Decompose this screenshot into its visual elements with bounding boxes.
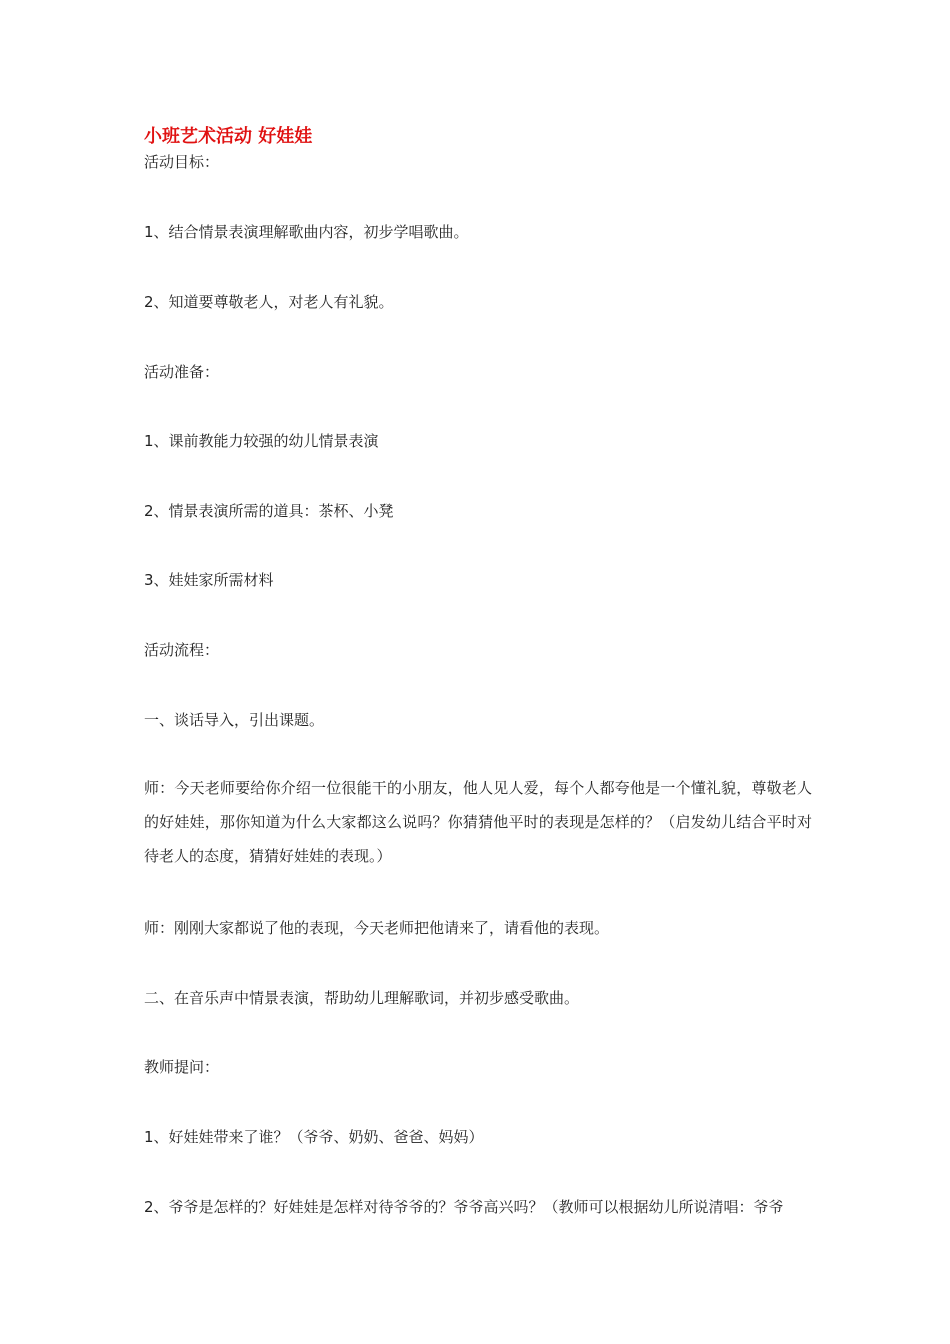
goals-heading: 活动目标：: [144, 153, 220, 171]
document-title: 小班艺术活动 好娃娃: [144, 126, 313, 147]
step-2-heading: 二、在音乐声中情景表演，帮助幼儿理解歌词，并初步感受歌曲。: [144, 989, 580, 1007]
prep-heading: 活动准备：: [144, 363, 220, 381]
goal-item-1: 1、结合情景表演理解歌曲内容，初步学唱歌曲。: [144, 223, 469, 241]
question-item-1: 1、好娃娃带来了谁？（爷爷、奶奶、爸爸、妈妈）: [144, 1128, 484, 1146]
questions-heading: 教师提问：: [144, 1058, 220, 1076]
question-item-2: 2、爷爷是怎样的？好娃娃是怎样对待爷爷的？爷爷高兴吗？（教师可以根据幼儿所说清唱：爷爷: [144, 1198, 784, 1216]
goal-item-2: 2、知道要尊敬老人，对老人有礼貌。: [144, 293, 394, 311]
step-1-heading: 一、谈话导入，引出课题。: [144, 711, 325, 729]
process-heading: 活动流程：: [144, 641, 220, 659]
teacher-paragraph-1: 师：今天老师要给你介绍一位很能干的小朋友，他人见人爱，每个人都夸他是一个懂礼貌，尊敬老人的好娃娃，那你知道为什么大家都这么说吗？你猜猜他平时的表现是怎样的？（启发幼儿结合平时对待老人的态度，猜猜好娃娃的表现。）: [144, 779, 812, 865]
teacher-paragraph-2: 师：刚刚大家都说了他的表现，今天老师把他请来了，请看他的表现。: [144, 919, 610, 937]
prep-item-3: 3、娃娃家所需材料: [144, 571, 274, 589]
prep-item-2: 2、情景表演所需的道具：茶杯、小凳: [144, 502, 394, 520]
prep-item-1: 1、课前教能力较强的幼儿情景表演: [144, 432, 379, 450]
